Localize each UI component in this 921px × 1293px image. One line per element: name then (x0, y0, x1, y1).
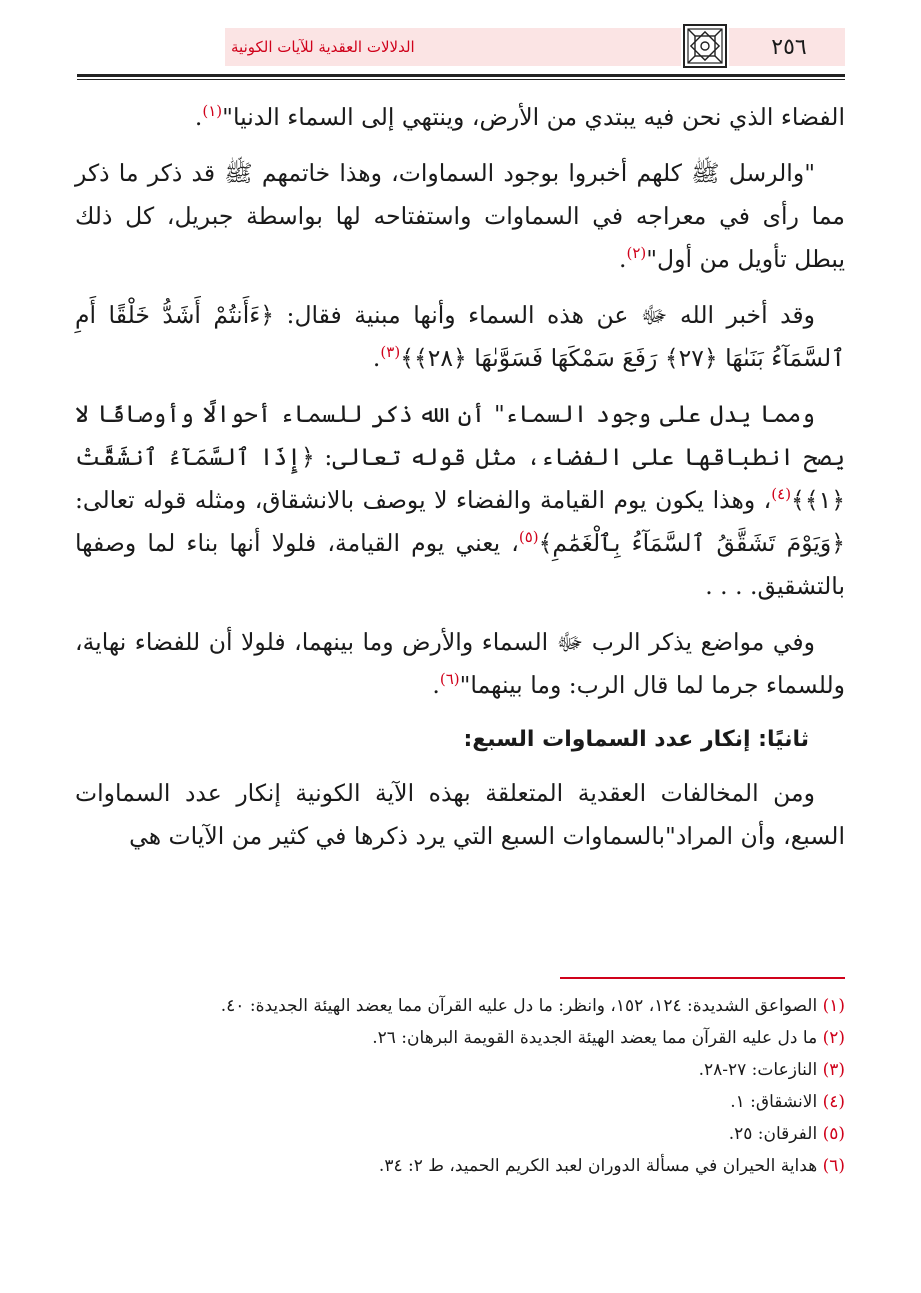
footnote-ref[interactable]: (٦) (439, 670, 460, 689)
footnote (75, 1118, 845, 1150)
footnote-text: هداية الحيران في مسألة الدوران لعبد الكريم الحميد، ط ٢: ٣٤. (378, 1156, 818, 1176)
footnote-number: (٢) (822, 1028, 845, 1048)
footnote (75, 1054, 845, 1086)
paragraph-text: ومن المخالفات العقدية المتعلقة بهذه الآية الكونية إنكار عدد السماوات السبع، وأن المراد"بالسماوات السبع التي يرد ذكرها في كثير من الآيات هي (75, 779, 845, 850)
page-header (77, 22, 845, 72)
footnote-number: (٥) (822, 1124, 845, 1144)
paragraph-text: وقد أخبر الله ﷻ عن هذه السماء وأنها مبنية فقال: ﴿ءَأَنتُمْ أَشَدُّ خَلْقًا أَمِ ٱلسَّمَآءُ بَنَىٰهَا ﴿٢٧﴾ رَفَعَ سَمْكَهَا فَسَوَّىٰهَا ﴿٢٨﴾﴾ (75, 301, 845, 372)
paragraph (75, 621, 845, 707)
paragraph (75, 294, 845, 380)
paragraph (75, 772, 845, 858)
paragraph-text: الفضاء الذي نحن فيه يبتدي من الأرض، وينتهي إلى السماء الدنيا" (222, 103, 845, 131)
paragraph-tail: . (618, 245, 627, 273)
header-rule (77, 74, 845, 77)
page-number: ٢٥٦ (733, 28, 845, 66)
footnote-text: ما دل عليه القرآن مما يعضد الهيئة الجديدة القويمة البرهان: ٢٦. (372, 1028, 818, 1048)
footnote-number: (٣) (822, 1060, 845, 1080)
paragraph-tail: ، وهذا يكون يوم القيامة والفضاء لا يوصف بالانشقاق، ومثله قوله تعالى: ﴿وَيَوْمَ تَشَقَّقُ ٱلسَّمَآءُ بِٱلْغَمَٰمِ﴾ (75, 486, 845, 557)
footnote-text: الصواعق الشديدة: ١٢٤، ١٥٢، وانظر: ما دل عليه القرآن مما يعضد الهيئة الجديدة: ٤٠. (220, 996, 818, 1016)
footnote-ref[interactable]: (٥) (518, 528, 539, 547)
footnote (75, 1086, 845, 1118)
paragraph-text: "والرسل ﷺ كلهم أخبروا بوجود السماوات، وهذا خاتمهم ﷺ قد ذكر ما ذكر مما رأى في معراجه في السماوات واستفتاحه لها بواسطة جبريل، كل ذلك يبطل تأويل من أول" (75, 159, 845, 273)
footnote-number: (٤) (822, 1092, 845, 1112)
paragraph-tail: . (194, 103, 203, 131)
footnote (75, 1022, 845, 1054)
footnote-ref[interactable]: (١) (202, 102, 223, 121)
footnote-ref[interactable]: (٣) (380, 343, 401, 362)
footnote (75, 990, 845, 1022)
paragraph-text: وفي مواضع يذكر الرب ﷻ السماء والأرض وما بينهما، فلولا أن للفضاء نهاية، وللسماء جرما لما قال الرب: وما بينهما" (75, 628, 845, 699)
footnote-number: (١) (822, 996, 845, 1016)
footnote-text: النازعات: ٢٧-٢٨. (698, 1060, 818, 1080)
running-title: الدلالات العقدية للآيات الكونية (231, 38, 415, 56)
geometric-ornament-icon (681, 22, 729, 70)
footnotes (75, 990, 845, 1182)
footnote-text: الفرقان: ٢٥. (728, 1124, 818, 1144)
main-text (75, 96, 845, 871)
footnote-ref[interactable]: (٢) (626, 244, 647, 263)
paragraph (75, 96, 845, 139)
paragraph-tail: ، يعني يوم القيامة، فلولا أنها بناء لما وصفها بالتشقيق. . . . (75, 529, 845, 600)
footnote-number: (٦) (822, 1156, 845, 1176)
header-rule-thin (77, 79, 845, 80)
footnote-separator (560, 977, 845, 979)
paragraph-tail: . (372, 344, 381, 372)
footnote-ref[interactable]: (٤) (771, 485, 792, 504)
paragraph-text: ومما يدل على وجود السماء" أن الله ذكر للسماء أحوالًا وأوصافًا لا يصح انطباقها على الفضاء، مثل قوله تعالى: ﴿إِذَا ٱلسَّمَآءُ ٱنشَقَّتْ ﴿١﴾﴾ (75, 400, 845, 514)
paragraph-tail: . (432, 671, 440, 699)
footnote-text: الانشقاق: ١. (730, 1092, 818, 1112)
section-heading: ثانيًا: إنكار عدد السماوات السبع: (463, 727, 809, 752)
paragraph (75, 152, 845, 281)
paragraph (75, 393, 845, 608)
footnote (75, 1150, 845, 1182)
